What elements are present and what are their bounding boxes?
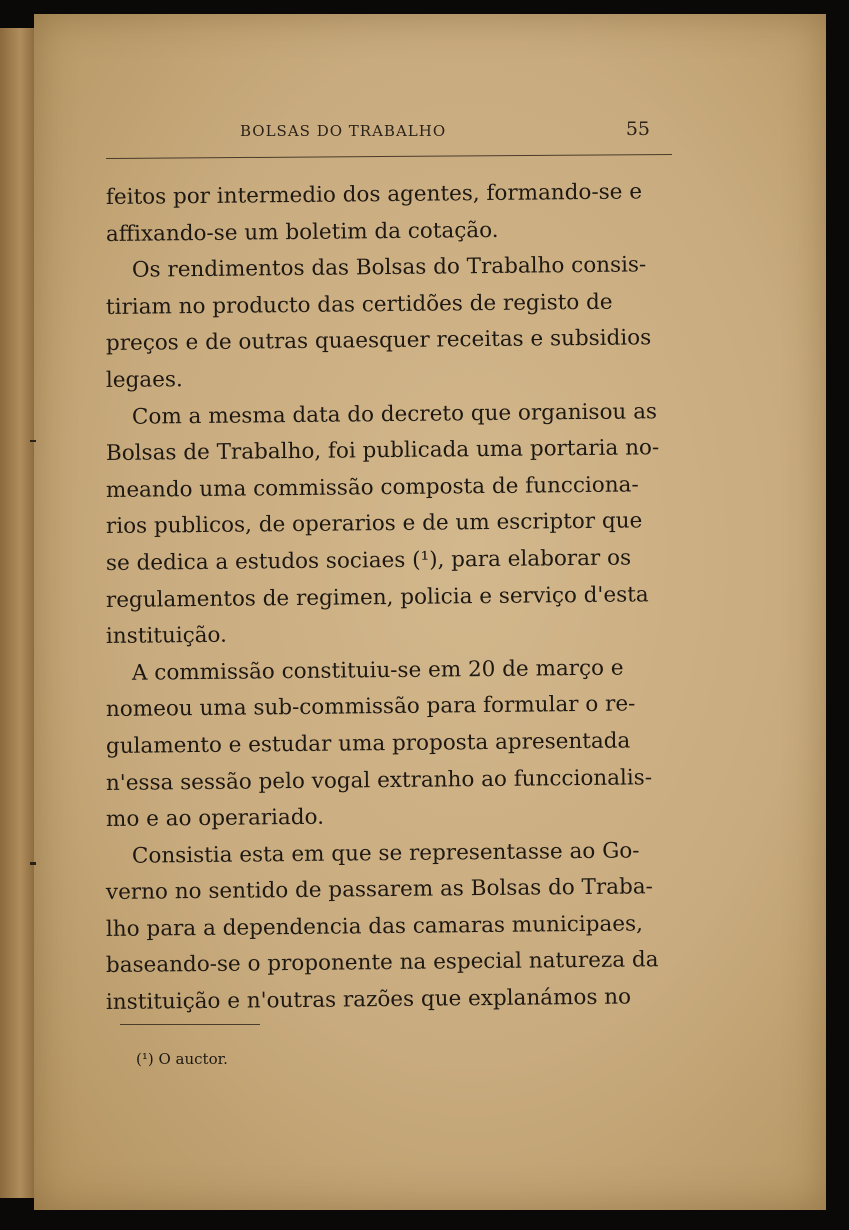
text-line: A commissão constituiu-se em 20 de março e bbox=[131, 655, 624, 686]
text-line: mo e ao operariado. bbox=[105, 804, 325, 833]
page-number: 55 bbox=[625, 118, 650, 140]
text-line: rios publicos, de operarios e de um escriptor que bbox=[105, 508, 643, 540]
text-line: n'essa sessão pelo vogal extranho ao funccionalis- bbox=[105, 764, 653, 796]
footnote-rule bbox=[120, 1024, 260, 1025]
text-line: regulamentos de regimen, policia e serviço d'esta bbox=[105, 581, 649, 613]
page-header bbox=[240, 118, 650, 142]
text-line: preços e de outras quaesquer receitas e subsidios bbox=[105, 325, 652, 357]
text-line: legaes. bbox=[105, 367, 183, 393]
text-line: tiriam no producto das certidões de registo de bbox=[105, 289, 613, 320]
text-line: lho para a dependencia das camaras municipaes, bbox=[105, 911, 644, 942]
text-line: affixando-se um boletim da cotação. bbox=[105, 217, 499, 247]
text-line: verno no sentido de passarem as Bolsas do Traba- bbox=[105, 874, 654, 906]
text-line: Com a mesma data do decreto que organisou as bbox=[131, 398, 658, 430]
text-line: Consistia esta em que se representasse ao Go- bbox=[131, 838, 640, 869]
text-line: feitos por intermedio dos agentes, formando-se e bbox=[105, 179, 643, 210]
binding-mark bbox=[30, 440, 36, 442]
text-line: nomeou uma sub-commissão para formular o re- bbox=[105, 691, 636, 723]
text-line: Bolsas de Trabalho, foi publicada uma portaria no- bbox=[105, 435, 660, 467]
binding-mark bbox=[30, 862, 36, 865]
text-line: Os rendimentos das Bolsas do Trabalho consis- bbox=[131, 252, 647, 283]
body-text bbox=[106, 180, 691, 1022]
text-line: se dedica a estudos sociaes (¹), para elaborar os bbox=[105, 545, 632, 576]
text-line: baseando-se o proponente na especial natureza da bbox=[105, 947, 659, 979]
page-edge-left bbox=[0, 28, 34, 1198]
text-line: instituição e n'outras razões que explanámos no bbox=[105, 984, 632, 1016]
footnote: (¹) O auctor. bbox=[136, 1050, 228, 1068]
running-head: BOLSAS DO TRABALHO bbox=[240, 122, 447, 140]
text-line: gulamento e estudar uma proposta apresentada bbox=[105, 728, 631, 759]
text-line: instituição. bbox=[105, 622, 228, 650]
text-line: meando uma commissão composta de funcciona- bbox=[105, 472, 639, 503]
